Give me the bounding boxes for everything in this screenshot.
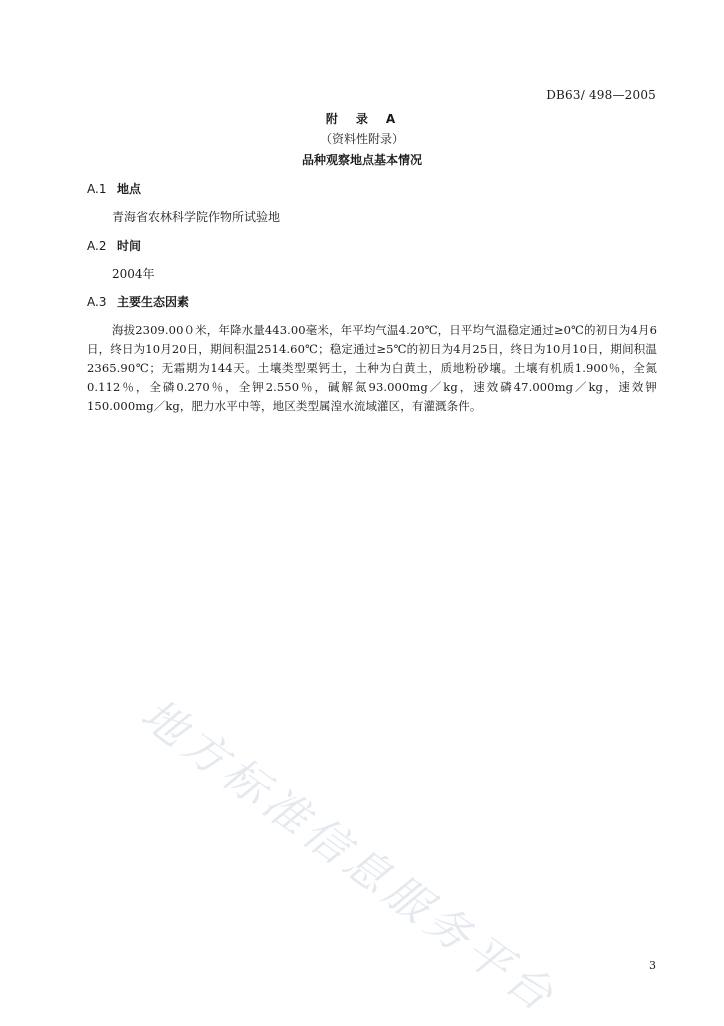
page-number: 3	[649, 959, 656, 972]
annex-heading: 品种观察地点基本情况	[301, 153, 422, 167]
section-number: A.2	[87, 239, 107, 253]
document-code: DB63/ 498—2005	[546, 88, 656, 102]
section-title: 主要生态因素	[117, 295, 190, 309]
section-title: 时间	[117, 239, 142, 253]
section-number: A.1	[87, 182, 107, 196]
section-title: 地点	[117, 182, 142, 196]
section-body-time: 2004年	[112, 267, 155, 281]
section-heading-a1	[87, 180, 141, 197]
section-body-ecology: 海拔2309.00０米，年降水量443.00毫米，年平均气温4.20℃，日平均气温稳定通过≥0℃的初日为4月6日，终日为10月20日，期间积温2514.60℃；稳定通过≥5℃的初日为4月25日，终日为10月10日，期间积温2365.90℃；无霜期为144天。土壤类型栗钙土，土种为白黄土，质地粉砂壤。土壤有机质1.900％，全氮0.112％，全磷0.270％，全钾2.550％，碱解氮93.000mg／kg，速效磷47.000mg／kg，速效钾150.000mg／kg，肥力水平中等，地区类型属湟水流域灌区，有灌溉条件。	[87, 323, 657, 413]
section-heading-a2	[87, 237, 141, 254]
annex-title: 附 录 A	[325, 112, 399, 126]
section-number: A.3	[87, 295, 107, 309]
watermark: 地方标准信息服务平台	[131, 688, 567, 1025]
section-heading-a3	[87, 293, 189, 310]
section-body-location: 青海省农林科学院作物所试验地	[112, 210, 281, 224]
annex-subtitle: （资料性附录）	[319, 132, 404, 146]
